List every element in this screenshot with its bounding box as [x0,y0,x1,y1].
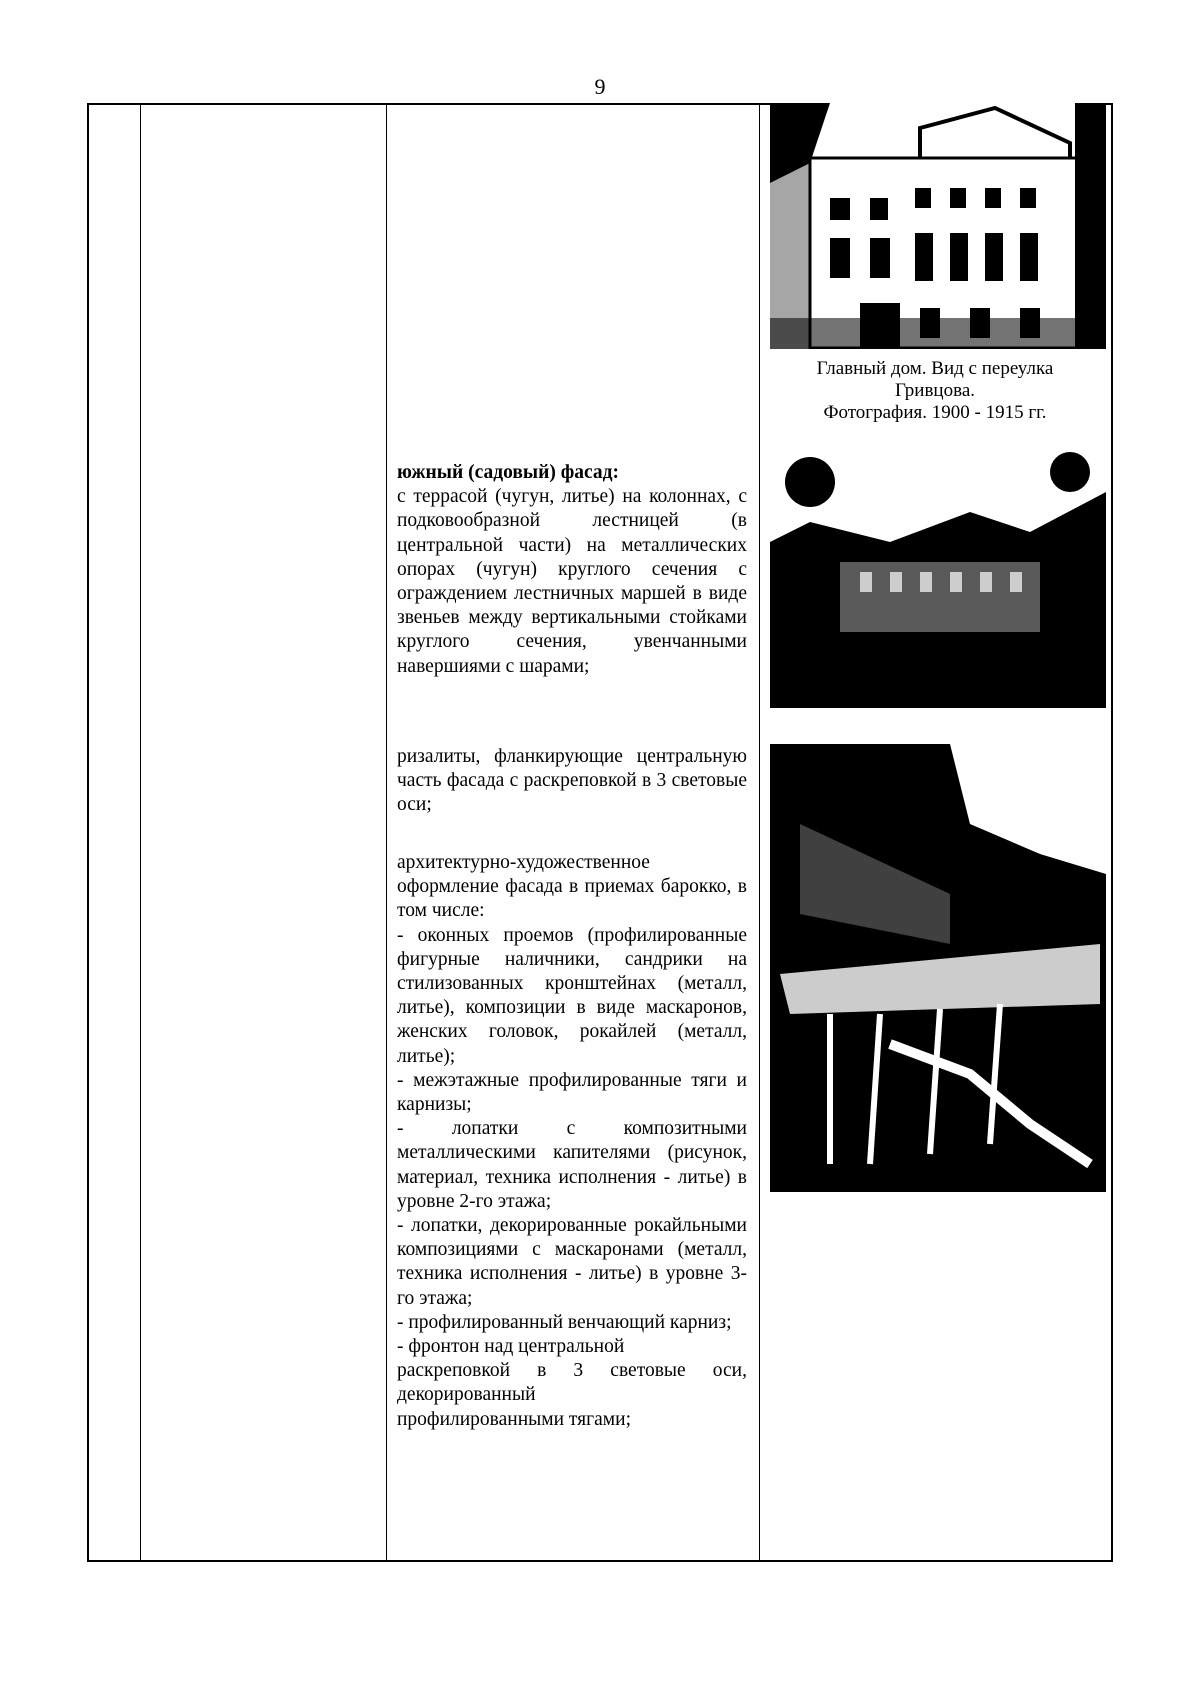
photo-garden-facade [770,452,1106,708]
photo-main-house-lane [770,103,1106,349]
column-divider-3 [759,105,760,1560]
photo-terrace-staircase-image [770,744,1106,1192]
column-divider-2 [386,105,387,1560]
item-windows: - оконных проемов (профилированные фигурные наличники, сандрики на стилизованных кронштейнах (металл, литье), композиции в виде маскаронов, женских головок, рокайлей (металл, литье); [397,924,747,1067]
caption-line-1: Главный дом. Вид с переулка [816,358,1054,379]
item-pediment-line-2: раскреповкой в 3 световые оси, декорированный [397,1360,747,1406]
item-pilasters-3rd-floor: - лопатки, декорированные рокайльными композициями с маскаронами (металл, техника исполнения - литье) в уровне 3-го этажа; [397,1215,747,1309]
south-facade-heading: южный (садовый) фасад: [397,462,619,483]
photo-main-house-lane-caption [770,358,1100,424]
facade-description [397,461,747,679]
item-pilasters-2nd-floor: - лопатки с композитными металлическими капителями (рисунок, материал, техника исполнения - литье) в уровне 2-го этажа; [397,1118,747,1212]
decor-block [397,851,747,1432]
item-crown-cornice: - профилированный венчающий карниз; [397,1311,732,1333]
photo-terrace-staircase [770,744,1106,1192]
risalits-text: ризалиты, фланкирующие центральную часть фасада с раскреповкой в 3 световые оси; [397,746,747,816]
risalits-block [397,745,747,818]
photo-garden-facade-image [770,452,1106,708]
decor-intro-line-1: архитектурно-художественное [397,852,650,873]
page-number: 9 [594,74,606,99]
photo-main-house-lane-image [770,103,1106,349]
item-cornices: - межэтажные профилированные тяги и карнизы; [397,1069,747,1116]
south-facade-text: с террасой (чугун, литье) на колоннах, с подковообразной лестницей (в центральной части) на металлических опорах (чугун) круглого сечения с ограждением лестничных маршей в виде звеньев между вертикальными стойками круглого сечения, увенчанными навершиями с шарами; [397,486,747,677]
caption-line-3: Фотография. 1900 - 1915 гг. [823,402,1047,423]
item-pediment-line-3: профилированными тягами; [397,1408,631,1430]
column-divider-1 [140,105,141,1560]
decor-intro-line-2: оформление фасада в приемах барокко, в том числе: [397,876,747,922]
item-pediment-line-1: - фронтон над центральной [397,1336,625,1358]
caption-line-2: Гривцова. [895,380,975,401]
